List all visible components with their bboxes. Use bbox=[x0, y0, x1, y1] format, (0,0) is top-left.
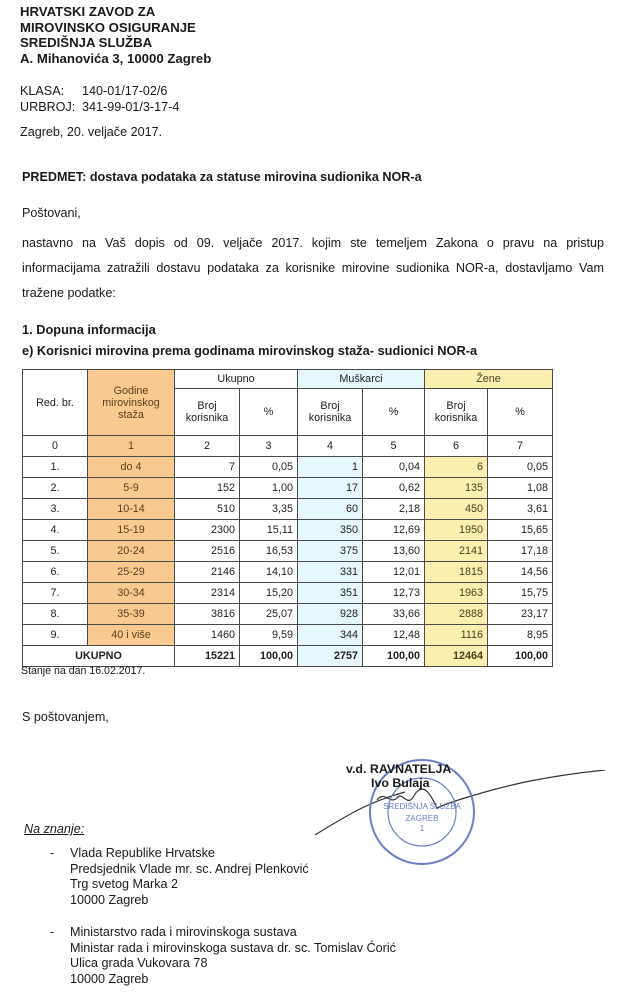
cell-z-pct: 15,65 bbox=[488, 520, 553, 541]
header-muskarci: Muškarci bbox=[298, 370, 425, 389]
cell-z: 6 bbox=[425, 457, 488, 478]
table-row bbox=[23, 541, 553, 562]
table-row bbox=[23, 625, 553, 646]
sender-address: A. Mihanovića 3, 10000 Zagreb bbox=[20, 50, 212, 66]
bullet-dash: - bbox=[50, 846, 55, 860]
recipient-line: Vlada Republike Hrvatske bbox=[70, 846, 215, 860]
col-number: 4 bbox=[298, 436, 363, 457]
bullet-dash: - bbox=[50, 925, 55, 939]
table-row bbox=[23, 520, 553, 541]
header-zene: Žene bbox=[425, 370, 553, 389]
cell-m: 928 bbox=[298, 604, 363, 625]
cell-m: 331 bbox=[298, 562, 363, 583]
table-row bbox=[23, 457, 553, 478]
col-number: 0 bbox=[23, 436, 88, 457]
urbroj-label: URBROJ: bbox=[20, 99, 76, 114]
cell-uk-pct: 3,35 bbox=[240, 499, 298, 520]
cell-m: 17 bbox=[298, 478, 363, 499]
cell-staz: 40 i više bbox=[88, 625, 175, 646]
cell-z: 2888 bbox=[425, 604, 488, 625]
cell-m: 344 bbox=[298, 625, 363, 646]
cell-z: 1963 bbox=[425, 583, 488, 604]
recipient bbox=[50, 846, 309, 908]
cell-no: 7. bbox=[23, 583, 88, 604]
col-number: 1 bbox=[88, 436, 175, 457]
subject-line: PREDMET: dostava podataka za statuse mirovina sudionika NOR-a bbox=[22, 170, 422, 184]
urbroj-value: 341-99-01/3-17-4 bbox=[82, 99, 180, 114]
klasa-label: KLASA: bbox=[20, 84, 65, 98]
cell-z-pct: 1,08 bbox=[488, 478, 553, 499]
cell-uk-pct: 9,59 bbox=[240, 625, 298, 646]
cell-no: 5. bbox=[23, 541, 88, 562]
recipient-line: Trg svetog Marka 2 bbox=[70, 877, 179, 891]
total-z-pct: 100,00 bbox=[488, 646, 553, 667]
header-pct: % bbox=[363, 389, 425, 436]
cell-uk-pct: 0,05 bbox=[240, 457, 298, 478]
header-broj: Broj korisnika bbox=[425, 389, 488, 436]
total-uk-pct: 100,00 bbox=[240, 646, 298, 667]
greeting: Poštovani, bbox=[22, 206, 81, 220]
cell-z: 1116 bbox=[425, 625, 488, 646]
cell-staz: 25-29 bbox=[88, 562, 175, 583]
table-row bbox=[23, 478, 553, 499]
table-row bbox=[23, 562, 553, 583]
cell-uk-pct: 15,11 bbox=[240, 520, 298, 541]
body-paragraph: nastavno na Vaš dopis od 09. veljače 2017. kojim ste temeljem Zakona o pravu na pristup informacijama zatražili dostavu podataka za korisnike mirovine sudionika NOR-a, dostavljamo Vam tražene podatke: bbox=[22, 236, 604, 300]
cell-uk-pct: 25,07 bbox=[240, 604, 298, 625]
recipient-line: Ministarstvo rada i mirovinskoga sustava bbox=[70, 925, 297, 939]
cell-m: 1 bbox=[298, 457, 363, 478]
cell-no: 4. bbox=[23, 520, 88, 541]
cell-uk: 2314 bbox=[175, 583, 240, 604]
header-broj: Broj korisnika bbox=[175, 389, 240, 436]
cc-label: Na znanje: bbox=[24, 822, 85, 836]
cell-m-pct: 13,60 bbox=[363, 541, 425, 562]
cell-z: 2141 bbox=[425, 541, 488, 562]
cell-m-pct: 2,18 bbox=[363, 499, 425, 520]
cell-uk-pct: 16,53 bbox=[240, 541, 298, 562]
cell-no: 2. bbox=[23, 478, 88, 499]
header-ukupno: Ukupno bbox=[175, 370, 298, 389]
total-m-pct: 100,00 bbox=[363, 646, 425, 667]
table-title: e) Korisnici mirovina prema godinama mirovinskog staža- sudionici NOR-a bbox=[22, 343, 478, 358]
cell-m-pct: 12,01 bbox=[363, 562, 425, 583]
table-row bbox=[23, 499, 553, 520]
cell-uk-pct: 14,10 bbox=[240, 562, 298, 583]
sender-header bbox=[20, 4, 211, 66]
total-z: 12464 bbox=[425, 646, 488, 667]
recipient bbox=[50, 925, 396, 987]
cell-m-pct: 0,62 bbox=[363, 478, 425, 499]
stamp-inner-line: ZAGREB bbox=[405, 814, 439, 823]
cell-uk-pct: 1,00 bbox=[240, 478, 298, 499]
cell-staz: 15-19 bbox=[88, 520, 175, 541]
cell-z-pct: 15,75 bbox=[488, 583, 553, 604]
table-note: Stanje na dan 16.02.2017. bbox=[21, 665, 146, 677]
header-godine: Godine mirovinskog staža bbox=[88, 370, 175, 436]
header-pct: % bbox=[240, 389, 298, 436]
cell-z-pct: 14,56 bbox=[488, 562, 553, 583]
cell-uk: 3816 bbox=[175, 604, 240, 625]
signatory-title: v.d. RAVNATELJA bbox=[346, 762, 452, 776]
header-broj: Broj korisnika bbox=[298, 389, 363, 436]
table-row bbox=[23, 583, 553, 604]
total-row bbox=[23, 646, 553, 667]
signature-block bbox=[346, 762, 451, 790]
header-pct: % bbox=[488, 389, 553, 436]
stamp-inner-line: 1 bbox=[419, 824, 425, 833]
cell-staz: 35-39 bbox=[88, 604, 175, 625]
cell-z-pct: 23,17 bbox=[488, 604, 553, 625]
cell-m: 375 bbox=[298, 541, 363, 562]
cell-uk: 510 bbox=[175, 499, 240, 520]
cell-m: 60 bbox=[298, 499, 363, 520]
cell-staz: do 4 bbox=[88, 457, 175, 478]
cell-uk: 152 bbox=[175, 478, 240, 499]
header-red-br: Red. br. bbox=[23, 370, 88, 436]
closing: S poštovanjem, bbox=[22, 710, 109, 724]
cell-z: 1815 bbox=[425, 562, 488, 583]
recipient-line: Predsjednik Vlade mr. sc. Andrej Plenković bbox=[70, 861, 309, 876]
col-number: 5 bbox=[363, 436, 425, 457]
sender-line: SREDIŠNJA SLUŽBA bbox=[20, 35, 153, 50]
cell-uk: 2146 bbox=[175, 562, 240, 583]
cell-uk: 2516 bbox=[175, 541, 240, 562]
cell-uk: 7 bbox=[175, 457, 240, 478]
cell-staz: 10-14 bbox=[88, 499, 175, 520]
cell-m-pct: 12,69 bbox=[363, 520, 425, 541]
section-title: 1. Dopuna informacija bbox=[22, 322, 156, 337]
sender-line: HRVATSKI ZAVOD ZA bbox=[20, 4, 156, 19]
cell-staz: 20-24 bbox=[88, 541, 175, 562]
cell-z: 450 bbox=[425, 499, 488, 520]
cell-uk: 1460 bbox=[175, 625, 240, 646]
total-uk: 15221 bbox=[175, 646, 240, 667]
cell-no: 9. bbox=[23, 625, 88, 646]
cell-z-pct: 17,18 bbox=[488, 541, 553, 562]
cell-no: 1. bbox=[23, 457, 88, 478]
recipient-line: 10000 Zagreb bbox=[70, 892, 149, 907]
cell-z: 1950 bbox=[425, 520, 488, 541]
cell-m-pct: 12,48 bbox=[363, 625, 425, 646]
recipient-line: Ulica grada Vukovara 78 bbox=[70, 956, 208, 970]
col-number: 7 bbox=[488, 436, 553, 457]
total-label: UKUPNO bbox=[23, 646, 175, 667]
stamp-inner-line: SREDIŠNJA SLUŽBA bbox=[383, 802, 461, 811]
cell-staz: 5-9 bbox=[88, 478, 175, 499]
recipient-line: Ministar rada i mirovinskoga sustava dr. sc. Tomislav Ćorić bbox=[70, 940, 396, 955]
cell-z-pct: 3,61 bbox=[488, 499, 553, 520]
klasa-value: 140-01/17-02/6 bbox=[82, 84, 168, 98]
col-number: 2 bbox=[175, 436, 240, 457]
cell-z-pct: 8,95 bbox=[488, 625, 553, 646]
pension-table bbox=[22, 369, 553, 667]
total-m: 2757 bbox=[298, 646, 363, 667]
cell-m: 350 bbox=[298, 520, 363, 541]
cell-staz: 30-34 bbox=[88, 583, 175, 604]
reference-block bbox=[20, 84, 179, 115]
col-number: 3 bbox=[240, 436, 298, 457]
cell-no: 8. bbox=[23, 604, 88, 625]
cell-uk: 2300 bbox=[175, 520, 240, 541]
cell-m-pct: 33,66 bbox=[363, 604, 425, 625]
recipient-line: 10000 Zagreb bbox=[70, 971, 149, 986]
column-number-row bbox=[23, 436, 553, 457]
cell-m-pct: 0,04 bbox=[363, 457, 425, 478]
cell-no: 6. bbox=[23, 562, 88, 583]
cell-m: 351 bbox=[298, 583, 363, 604]
cell-no: 3. bbox=[23, 499, 88, 520]
cell-z: 135 bbox=[425, 478, 488, 499]
cell-uk-pct: 15,20 bbox=[240, 583, 298, 604]
col-number: 6 bbox=[425, 436, 488, 457]
cell-m-pct: 12,73 bbox=[363, 583, 425, 604]
cell-z-pct: 0,05 bbox=[488, 457, 553, 478]
document-date: Zagreb, 20. veljače 2017. bbox=[20, 125, 163, 139]
signatory-name: Ivo Bulaja bbox=[371, 776, 430, 790]
sender-line: MIROVINSKO OSIGURANJE bbox=[20, 19, 196, 35]
table-row bbox=[23, 604, 553, 625]
